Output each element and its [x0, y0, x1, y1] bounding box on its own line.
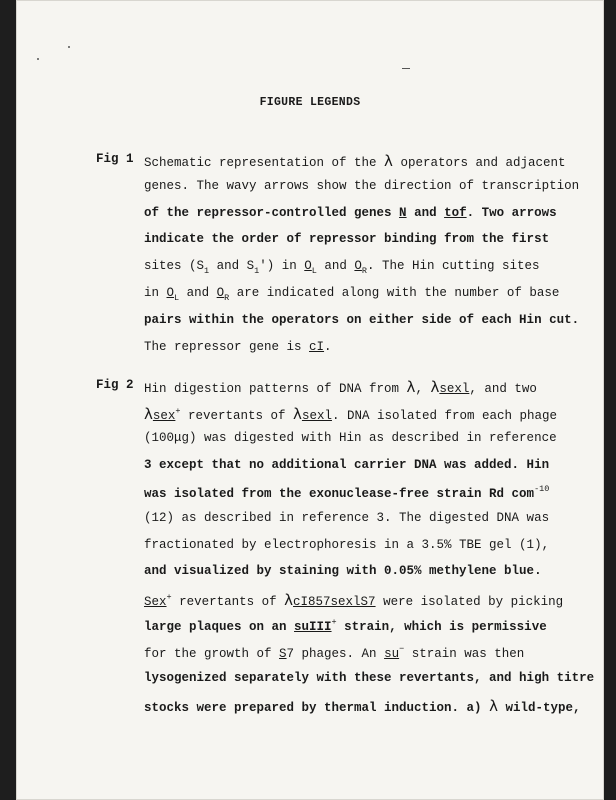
text-run: sexl [439, 382, 470, 396]
text-run: of the repressor-controlled genes [144, 205, 400, 220]
text-run: operators and adjacent [392, 156, 566, 170]
text-run: fractionated by electrophoresis in a 3.5% TBE gel (1), [144, 537, 550, 552]
text-run: large plaques on an [144, 620, 295, 635]
fig2-line [144, 644, 524, 661]
fig2-line [144, 431, 557, 445]
text-run: sites (S [144, 259, 205, 274]
text-run: Hin digestion patterns of DNA from [144, 382, 407, 396]
paper-speck [68, 46, 70, 48]
text-run: cI [309, 339, 325, 354]
text-run: sexl [301, 408, 332, 423]
text-run: The repressor gene is [144, 339, 310, 354]
text-run: . Two arrows [466, 205, 557, 220]
text-run: + [331, 617, 337, 628]
text-run: 3 except that no additional carrier DNA was added. Hin [144, 457, 550, 472]
fig1-line [144, 232, 549, 246]
fig2-line [144, 378, 537, 396]
fig1-line [144, 340, 332, 354]
fig1-line [144, 313, 579, 327]
fig2-line [144, 484, 549, 501]
text-run: and [179, 286, 217, 300]
text-run: , and two [469, 382, 537, 396]
text-run: and S [209, 259, 255, 274]
fig2-line [144, 564, 542, 578]
text-run: N [399, 205, 407, 220]
text-run: for the growth of [144, 647, 280, 661]
text-run: revertants of [180, 408, 294, 423]
text-run: strain was then [404, 647, 525, 661]
text-run: sex [152, 408, 176, 423]
text-run: . The Hin cutting sites [367, 259, 540, 274]
text-run: pairs within the operators on either side of each Hin cut. [144, 312, 580, 327]
text-run: . DNA isolated from each phage [331, 408, 557, 423]
text-run: R [224, 293, 230, 303]
text-run: strain, which is permissive [336, 620, 547, 635]
text-run: . [324, 339, 332, 354]
fig1-line [144, 179, 579, 193]
text-run: lysogenized separately with these revertants, and high titre [144, 670, 595, 685]
text-run: wild-type, [497, 701, 581, 716]
text-run: genes. The wavy arrows show the direction of transcription [144, 178, 580, 193]
text-run: O [304, 259, 312, 274]
text-run: λ [430, 378, 440, 396]
document-page [16, 0, 604, 800]
text-run: , [415, 382, 431, 396]
text-run: O [354, 259, 362, 274]
text-run: stocks were prepared by thermal induction. a) [144, 701, 490, 716]
text-run: were isolated by picking [375, 594, 564, 609]
text-run: + [175, 405, 181, 416]
text-run: in [144, 286, 167, 300]
text-run: L [174, 293, 180, 303]
text-run: (100μg) was digested with Hin as described in reference [144, 431, 557, 446]
paper-speck [37, 58, 39, 60]
text-run: L [311, 266, 317, 277]
text-run: 1 [254, 266, 260, 277]
text-run: suIII [294, 620, 332, 635]
paper-speck [402, 68, 410, 69]
fig2-label: Fig 2 [96, 378, 134, 392]
fig2-line [144, 671, 594, 685]
text-run: (12) as described in reference 3. The digested DNA was [144, 511, 550, 525]
text-run: ') in [259, 259, 305, 274]
fig1-line [144, 206, 557, 220]
text-run: su [384, 647, 400, 661]
text-run: and [316, 259, 355, 274]
text-run: indicate the order of repressor binding from the first [144, 232, 550, 247]
text-run: O [216, 286, 225, 300]
text-run: are indicated along with the number of base [229, 286, 560, 300]
fig1-label: Fig 1 [96, 152, 134, 166]
text-run: − [399, 644, 405, 654]
fig2-line [144, 511, 549, 525]
fig2-line [144, 697, 580, 715]
page-title: FIGURE LEGENDS [259, 96, 361, 109]
fig2-line [144, 617, 547, 634]
text-run: + [166, 591, 172, 602]
fig1-line [144, 286, 559, 303]
text-run: and [406, 205, 445, 220]
fig1-line [144, 259, 540, 276]
text-run: tof [444, 205, 467, 220]
text-run: Sex [144, 594, 167, 609]
fig2-line [144, 458, 549, 472]
text-run: λ [144, 404, 153, 423]
fig1-line [144, 152, 565, 170]
fig2-line [144, 538, 549, 552]
text-run: -10 [534, 484, 550, 495]
text-run: and visualized by staining with 0.05% methylene blue. [144, 564, 542, 579]
text-run: λ [384, 152, 393, 170]
text-run: 1 [204, 266, 210, 277]
text-run: R [361, 266, 368, 277]
text-run: revertants of [171, 594, 285, 609]
text-run: Schematic representation of the [144, 156, 385, 170]
text-run: cI857sexlS7 [293, 594, 376, 609]
fig2-line [144, 591, 563, 609]
text-run: λ [489, 697, 498, 716]
text-run: 7 phages. An [286, 647, 385, 661]
fig2-line [144, 405, 557, 423]
text-run: λ [406, 378, 416, 396]
text-run: λ [293, 404, 302, 423]
text-run: was isolated from the exonuclease-free strain Rd com [144, 487, 535, 502]
text-run: λ [284, 590, 294, 609]
text-run: S [279, 647, 287, 661]
text-run: O [166, 286, 175, 300]
